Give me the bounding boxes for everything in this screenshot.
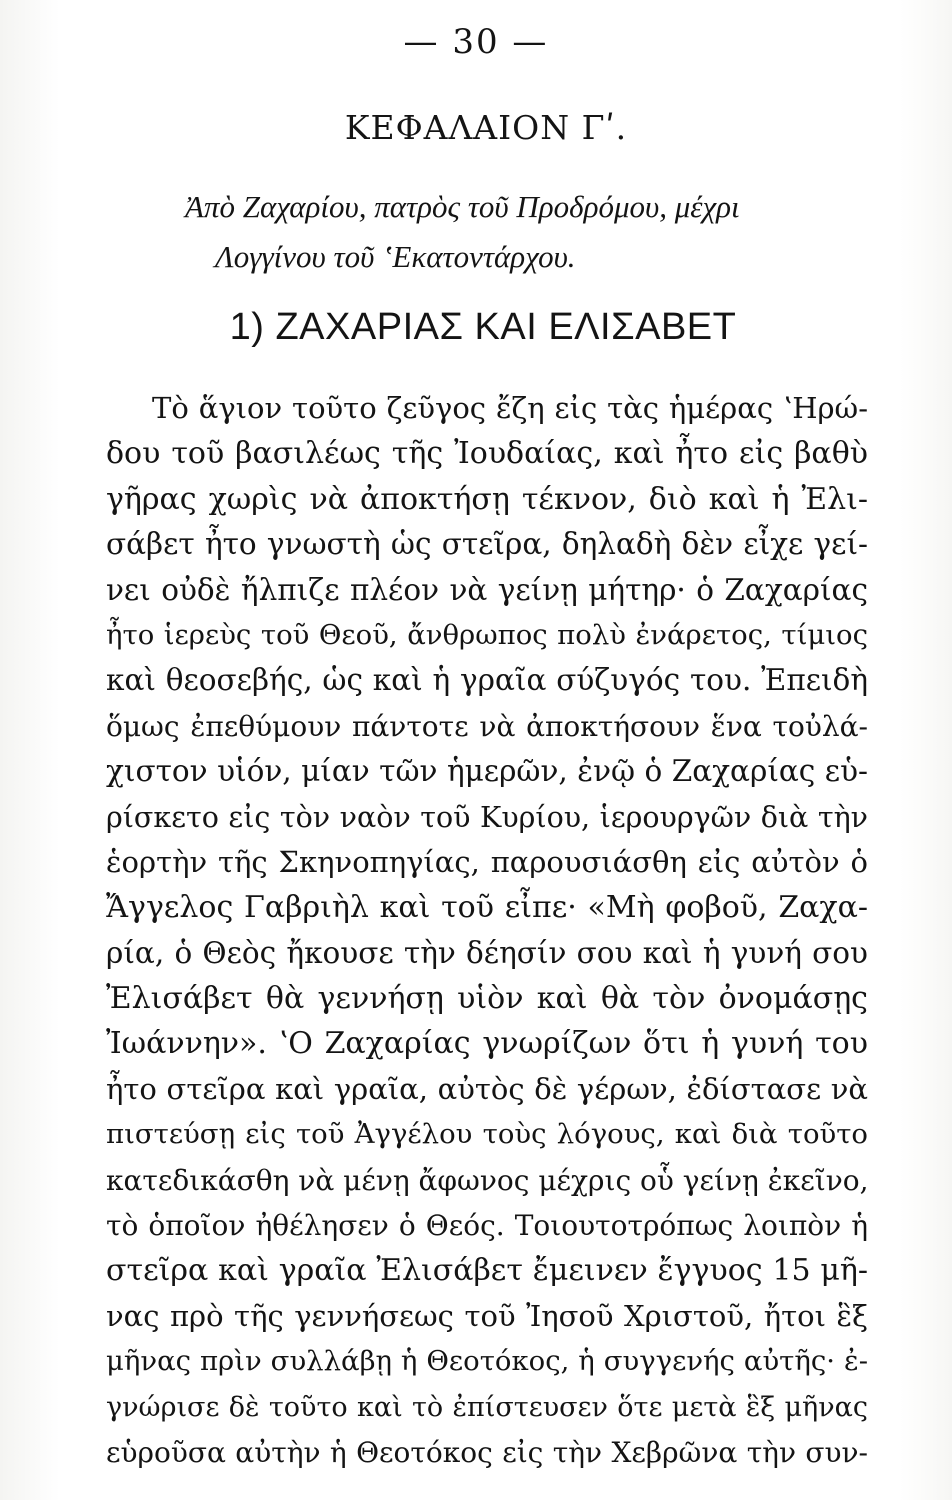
text-line: Ἄγγελος Γαβριὴλ καὶ τοῦ εἶπε· «Μὴ φοβοῦ, Ζαχα-	[106, 890, 868, 926]
text-line: ρίσκετο εἰς τὸν ναὸν τοῦ Κυρίου, ἱερουργῶν διὰ τὴν	[106, 800, 868, 834]
text-line: εὑροῦσα αὐτὴν ἡ Θεοτόκος εἰς τὴν Χεβρῶνα τὴν συν-	[106, 1435, 868, 1469]
text-line: πιστεύσῃ εἰς τοῦ Ἀγγέλου τοὺς λόγους, καὶ διὰ τοῦτο	[106, 1118, 868, 1151]
text-line: ἑορτὴν τῆς Σκηνοπηγίας, παρουσιάσθη εἰς αὐτὸν ὁ	[106, 844, 868, 879]
page-number: — 30 —	[403, 22, 549, 62]
text-line: σάβετ ἦτο γνωστὴ ὡς στεῖρα, δηλαδὴ δὲν εἶχε γεί-	[106, 527, 868, 562]
text-line: ἦτο ἱερεὺς τοῦ Θεοῦ, ἄνθρωπος πολὺ ἐνάρετος, τίμιος	[106, 618, 868, 651]
text-line: δου τοῦ βασιλέως τῆς Ἰουδαίας, καὶ ἦτο εἰς βαθὺ	[106, 436, 868, 472]
text-line: κατεδικάσθη νὰ μένῃ ἄφωνος μέχρις οὗ γείνῃ ἐκεῖνο,	[106, 1163, 869, 1197]
section-heading: 1) ΖΑΧΑΡΙΑΣ ΚΑΙ ΕΛΙΣΑΒΕΤ	[229, 306, 737, 348]
text-line: γνώρισε δὲ τοῦτο καὶ τὸ ἐπίστευσεν ὅτε μετὰ ἓξ μῆνας	[106, 1391, 868, 1423]
text-line: νας πρὸ τῆς γεννήσεως τοῦ Ἰησοῦ Χριστοῦ, ἤτοι ἓξ	[106, 1298, 868, 1333]
chapter-subtitle-line: Ἀπὸ Ζαχαρίου, πατρὸς τοῦ Προδρόμου, μέχρι	[185, 189, 740, 224]
text-line: ἦτο στεῖρα καὶ γραῖα, αὐτὸς δὲ γέρων, ἐδίστασε νὰ	[106, 1071, 868, 1106]
text-line: χιστον υἱόν, μίαν τῶν ἡμερῶν, ἐνῷ ὁ Ζαχαρίας εὑ-	[106, 754, 868, 789]
text-line: στεῖρα καὶ γραῖα Ἐλισάβετ ἔμεινεν ἔγγυος 15 μῆ-	[106, 1253, 868, 1289]
text-line: Ἰωάννην». ʽΟ Ζαχαρίας γνωρίζων ὅτι ἡ γυνή του	[106, 1026, 868, 1062]
chapter-subtitle-line: Λογγίνου τοῦ ʽΕκατοντάρχου.	[215, 239, 576, 274]
text-line: μῆνας πρὶν συλλάβῃ ἡ Θεοτόκος, ἡ συγγενής αὐτῆς· ἐ-	[106, 1345, 868, 1378]
text-line: νει οὐδὲ ἤλπιζε πλέον νὰ γείνῃ μήτηρ· ὁ Ζαχαρίας	[106, 572, 868, 607]
chapter-title: ΚΕΦΑΛΑΙΟΝ Γʹ.	[344, 108, 628, 147]
text-line: καὶ θεοσεβής, ὡς καὶ ἡ γραῖα σύζυγός του. Ἐπειδὴ	[106, 663, 868, 698]
text-line: γῆρας χωρὶς νὰ ἀποκτήσῃ τέκνον, διὸ καὶ ἡ Ἐλι-	[106, 481, 868, 517]
text-line: ὅμως ἐπεθύμουν πάντοτε νὰ ἀποκτήσουν ἕνα τοὐλά-	[106, 709, 868, 743]
text-line: ρία, ὁ Θεὸς ἤκουσε τὴν δέησίν σου καὶ ἡ γυνή σου	[106, 935, 868, 970]
text-line: Τὸ ἅγιον τοῦτο ζεῦγος ἔζη εἰς τὰς ἡμέρας ʽΗρώ-	[152, 391, 868, 425]
text-line: Ἐλισάβετ θὰ γεννήσῃ υἱὸν καὶ θὰ τὸν ὀνομάσῃς	[106, 981, 868, 1017]
body-paragraph	[106, 386, 868, 1475]
text-line: τὸ ὁποῖον ἠθέλησεν ὁ Θεός. Τοιουτοτρόπως λοιπὸν ἡ	[106, 1209, 868, 1243]
